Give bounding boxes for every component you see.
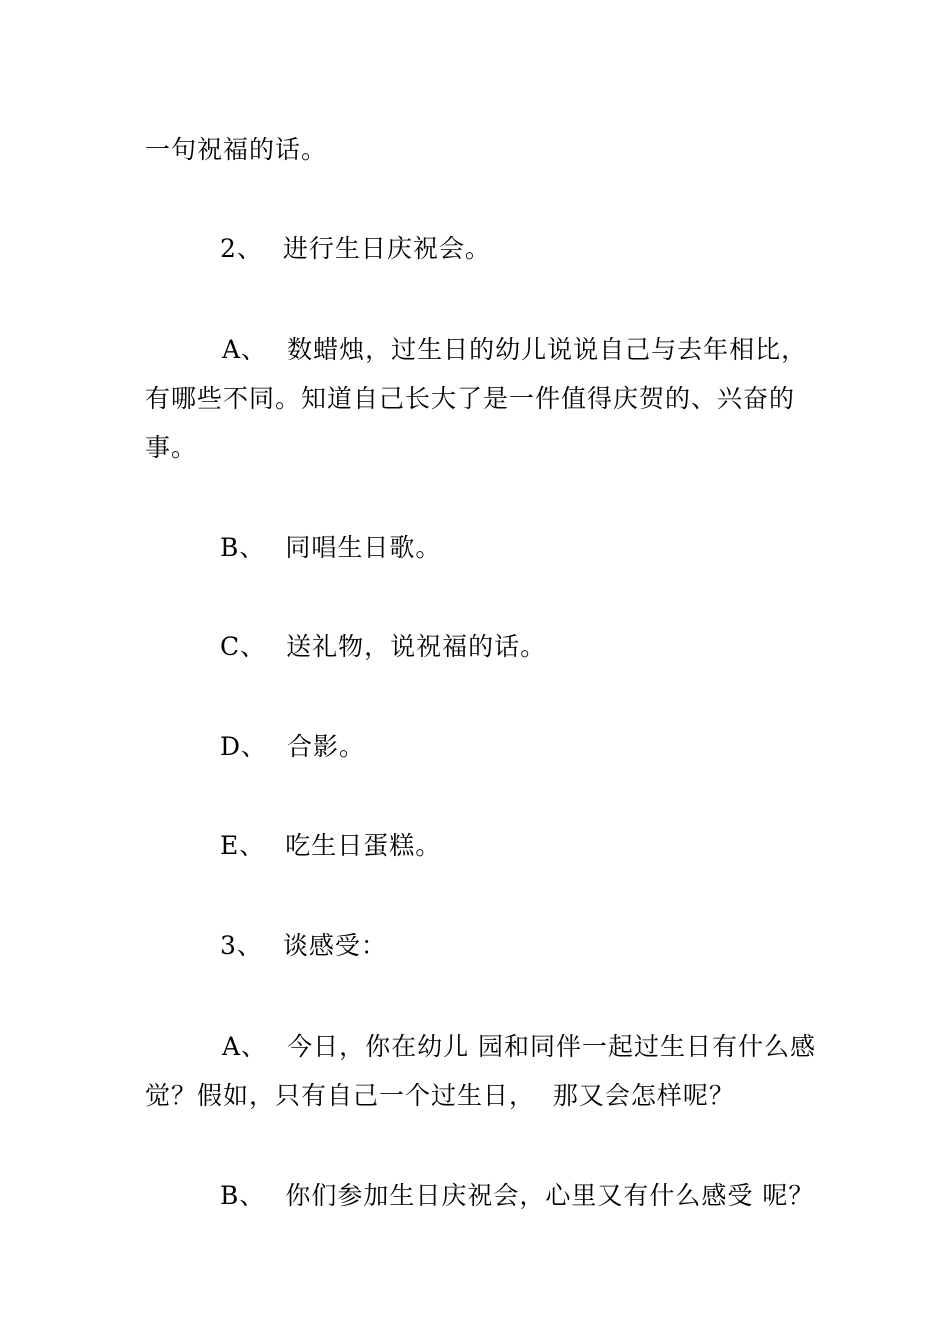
list-item-c — [220, 634, 546, 659]
list-item-text: 合影。 — [287, 732, 366, 761]
list-item-text: 觉？假如，只有自己一个过生日， 那又会怎样呢？ — [145, 1081, 735, 1110]
list-marker: A、 — [222, 1032, 268, 1061]
list-item-text: 今日，你在幼儿 园和同伴一起过生日有什么感 — [287, 1032, 817, 1061]
list-item-text: 吃生日蛋糕。 — [285, 831, 442, 860]
list-item-b — [220, 535, 441, 560]
list-marker: C、 — [220, 632, 267, 661]
list-item-text: 谈感受： — [282, 931, 387, 960]
list-marker: B、 — [220, 1181, 266, 1210]
list-item-text: 送礼物，说祝福的话。 — [286, 632, 547, 661]
list-item-text: 事。 — [145, 433, 198, 462]
list-marker: B、 — [220, 533, 266, 562]
list-item-text: 你们参加生日庆祝会，心里又有什么感受 呢？ — [285, 1181, 815, 1210]
list-marker: 2、 — [220, 234, 263, 263]
list-item-d — [220, 734, 365, 759]
list-item-a-line-1 — [222, 337, 807, 362]
list-item-text: 数蜡烛，过生日的幼儿说说自己与去年相比， — [287, 335, 808, 364]
list-marker: E、 — [220, 831, 266, 860]
list-marker: D、 — [220, 732, 268, 761]
paragraph-text: 一句祝福的话。 — [145, 135, 328, 164]
list-item-text: 进行生日庆祝会。 — [282, 234, 491, 263]
list-item-text: 有哪些不同。知道自己长大了是一件值得庆贺的、兴奋的 — [145, 384, 796, 413]
list-item-e — [220, 833, 441, 858]
list-item-2 — [220, 236, 491, 261]
list-item-a-line-2 — [145, 386, 795, 411]
list-marker: 3、 — [220, 931, 263, 960]
list-item-a2-line-1 — [222, 1034, 816, 1059]
paragraph-continuation — [145, 137, 327, 162]
list-item-a-line-3 — [145, 435, 197, 460]
list-item-3 — [220, 933, 387, 958]
list-item-b2 — [220, 1183, 814, 1208]
list-item-a2-line-2 — [145, 1083, 735, 1108]
list-marker: A、 — [222, 335, 268, 364]
list-item-text: 同唱生日歌。 — [285, 533, 442, 562]
